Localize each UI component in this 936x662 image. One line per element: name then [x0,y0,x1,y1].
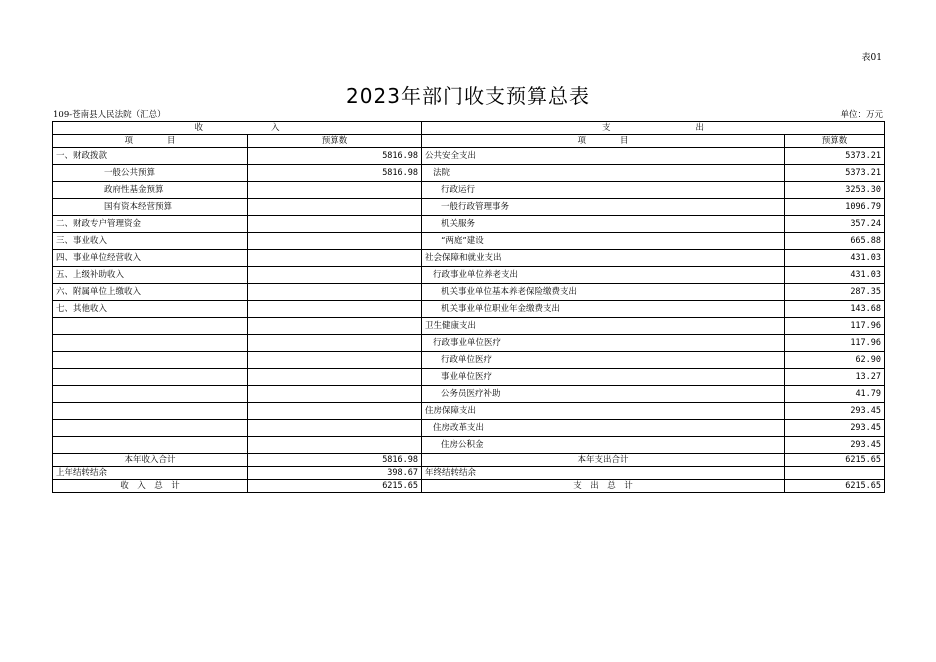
expense-amount-cell: 293.45 [785,403,885,420]
income-item-cell [53,403,248,420]
expense-item-cell: 行政事业单位医疗 [422,335,785,352]
table-row [53,369,885,386]
expense-amount-cell: 293.45 [785,437,885,454]
income-amount-cell: 5816.98 [248,148,422,165]
income-amount-cell [248,403,422,420]
income-item-cell [53,352,248,369]
table-row [53,301,885,318]
expense-carry-amount [785,467,885,480]
income-amount-cell [248,182,422,199]
income-item-cell: 七、其他收入 [53,301,248,318]
expense-item-cell: 行政事业单位养老支出 [422,267,785,284]
income-item-cell [53,386,248,403]
table-row [53,250,885,267]
income-item-cell [53,437,248,454]
income-total-amount: 6215.65 [248,480,422,493]
unit-label: 单位：万元 [840,110,883,120]
table-row [53,386,885,403]
expense-amount-cell: 1096.79 [785,199,885,216]
expense-item-cell: 住房公积金 [422,437,785,454]
table-row [53,216,885,233]
income-subtotal-label: 本年收入合计 [53,454,248,467]
income-amount-cell [248,267,422,284]
expense-item-cell: 行政运行 [422,182,785,199]
income-item-header: 项 目 [53,135,248,148]
table-row [53,165,885,182]
expense-amount-cell: 117.96 [785,335,885,352]
total-row [53,480,885,493]
income-amount-cell [248,250,422,267]
expense-amount-cell: 293.45 [785,420,885,437]
expense-item-header: 项 目 [422,135,785,148]
expense-group-header: 支 出 [422,122,885,135]
sheet-code: 表01 [861,53,882,63]
expense-item-cell: 行政单位医疗 [422,352,785,369]
expense-amount-cell: 5373.21 [785,165,885,182]
income-carry-label: 上年结转结余 [53,467,248,480]
income-amount-cell [248,335,422,352]
expense-total-label: 支 出 总 计 [422,480,785,493]
subtotal-row [53,454,885,467]
table-row [53,318,885,335]
expense-carry-label: 年终结转结余 [422,467,785,480]
expense-amount-cell: 62.90 [785,352,885,369]
expense-amount-cell: 143.68 [785,301,885,318]
expense-item-cell: 机关事业单位基本养老保险缴费支出 [422,284,785,301]
expense-amount-cell: 665.88 [785,233,885,250]
table-row [53,437,885,454]
income-item-cell: 国有资本经营预算 [53,199,248,216]
table-row [53,233,885,250]
unit-org: 109-苍南县人民法院（汇总） [53,110,166,120]
table-row [53,403,885,420]
expense-item-cell: 公务员医疗补助 [422,386,785,403]
expense-item-cell: 卫生健康支出 [422,318,785,335]
income-amount-cell [248,301,422,318]
table-body [53,148,885,454]
income-item-cell: 四、事业单位经营收入 [53,250,248,267]
budget-table [52,121,885,493]
income-total-label: 收 入 总 计 [53,480,248,493]
table-row [53,284,885,301]
income-item-cell: 一、财政拨款 [53,148,248,165]
income-item-cell: 五、上级补助收入 [53,267,248,284]
expense-item-cell: 机关事业单位职业年金缴费支出 [422,301,785,318]
income-amount-cell [248,216,422,233]
expense-amount-cell: 117.96 [785,318,885,335]
expense-item-cell: 公共安全支出 [422,148,785,165]
expense-item-cell: 一般行政管理事务 [422,199,785,216]
income-item-cell: 六、附属单位上缴收入 [53,284,248,301]
column-header-row [53,135,885,148]
expense-amount-cell: 431.03 [785,267,885,284]
income-item-cell [53,335,248,352]
expense-item-cell: 机关服务 [422,216,785,233]
income-amount-cell [248,420,422,437]
income-amount-cell: 5816.98 [248,165,422,182]
expense-item-cell: 法院 [422,165,785,182]
expense-amount-cell: 3253.30 [785,182,885,199]
expense-amount-cell: 5373.21 [785,148,885,165]
group-header-row [53,122,885,135]
income-amount-cell [248,352,422,369]
expense-amount-header: 预算数 [785,135,885,148]
expense-amount-cell: 41.79 [785,386,885,403]
income-amount-header: 预算数 [248,135,422,148]
income-item-cell: 三、事业收入 [53,233,248,250]
income-item-cell: 政府性基金预算 [53,182,248,199]
income-item-cell [53,318,248,335]
income-group-header: 收 入 [53,122,422,135]
carry-row [53,467,885,480]
expense-amount-cell: 13.27 [785,369,885,386]
table-row [53,420,885,437]
expense-item-cell: 住房改革支出 [422,420,785,437]
income-amount-cell [248,199,422,216]
expense-item-cell: 住房保障支出 [422,403,785,420]
expense-amount-cell: 287.35 [785,284,885,301]
income-item-cell [53,369,248,386]
income-amount-cell [248,437,422,454]
income-amount-cell [248,318,422,335]
table-row [53,267,885,284]
table-row [53,182,885,199]
expense-subtotal-amount: 6215.65 [785,454,885,467]
expense-item-cell: “两庭”建设 [422,233,785,250]
table-row [53,352,885,369]
income-item-cell: 二、财政专户管理资金 [53,216,248,233]
income-amount-cell [248,369,422,386]
expense-item-cell: 社会保障和就业支出 [422,250,785,267]
income-amount-cell [248,284,422,301]
table-row [53,148,885,165]
expense-item-cell: 事业单位医疗 [422,369,785,386]
page-title: 2023年部门收支预算总表 [346,84,590,108]
income-item-cell: 一般公共预算 [53,165,248,182]
income-carry-amount: 398.67 [248,467,422,480]
expense-subtotal-label: 本年支出合计 [422,454,785,467]
table-row [53,335,885,352]
expense-amount-cell: 357.24 [785,216,885,233]
income-subtotal-amount: 5816.98 [248,454,422,467]
income-item-cell [53,420,248,437]
income-amount-cell [248,386,422,403]
expense-total-amount: 6215.65 [785,480,885,493]
table-row [53,199,885,216]
expense-amount-cell: 431.03 [785,250,885,267]
income-amount-cell [248,233,422,250]
